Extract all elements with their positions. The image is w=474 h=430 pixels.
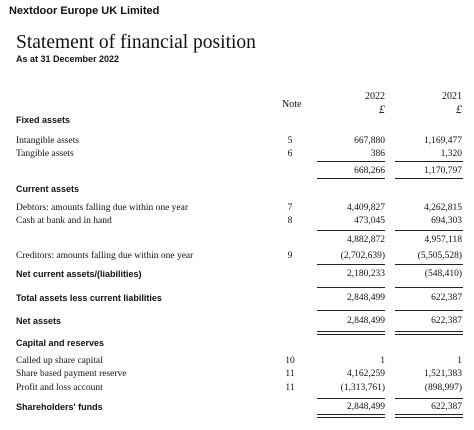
company-name: Nextdoor Europe UK Limited — [9, 5, 160, 17]
statement-date: As at 31 December 2022 — [16, 54, 120, 64]
value-2022: 2,848,499 — [347, 316, 385, 326]
line-item-label: Intangible assets — [16, 136, 80, 146]
note-ref: 11 — [285, 383, 295, 393]
value-2022: 386 — [370, 149, 385, 159]
table-row — [0, 316, 474, 329]
note-ref: 8 — [287, 216, 293, 226]
section-heading: Net assets — [16, 316, 62, 326]
section-heading: Total assets less current liabilities — [16, 293, 162, 303]
table-row — [0, 338, 474, 351]
table-row — [0, 203, 474, 216]
line-item-label: Tangible assets — [16, 149, 74, 159]
rule-current-21 — [395, 230, 463, 231]
section-heading: Fixed assets — [16, 115, 71, 125]
value-2021: 1,169,477 — [424, 136, 462, 146]
note-ref: 11 — [285, 369, 295, 379]
rule-fixed-total-21 — [395, 178, 463, 179]
table-row — [0, 383, 474, 396]
rule-subtotal-fixed-22 — [317, 161, 385, 162]
value-2022: 668,266 — [354, 166, 385, 176]
line-item-label: Cash at bank and in hand — [16, 216, 112, 226]
value-2021: 1 — [457, 356, 462, 366]
value-2022: 2,180,233 — [347, 269, 385, 279]
value-2021: 1,170,797 — [424, 166, 462, 176]
value-2021: (5,505,528) — [417, 251, 462, 261]
value-2021: 4,262,815 — [424, 203, 462, 213]
value-2022: 1 — [380, 356, 385, 366]
rule-reserves-22 — [317, 398, 385, 399]
table-row — [0, 136, 474, 149]
table-row — [0, 251, 474, 264]
rule-ncl-22 — [317, 287, 385, 288]
note-ref: 6 — [287, 149, 293, 159]
year-2021-label: 2021 — [442, 91, 462, 102]
rule-fixed-total-22 — [317, 178, 385, 179]
statement-title: Statement of financial position — [16, 32, 256, 53]
year-2022-header — [335, 91, 385, 115]
rule-talcl-21 — [395, 310, 463, 311]
note-ref: 10 — [285, 356, 295, 366]
table-row — [0, 356, 474, 369]
rule-creditors-22 — [317, 264, 385, 265]
line-item-label: Called up share capital — [16, 356, 103, 366]
value-2021: 1,521,383 — [424, 369, 462, 379]
rule-talcl-22 — [317, 310, 385, 311]
value-2022: (2,702,639) — [340, 251, 385, 261]
rule-current-22 — [317, 230, 385, 231]
value-2022: 4,409,827 — [347, 203, 385, 213]
value-2021: 4,957,118 — [424, 235, 462, 245]
value-2022: 2,848,499 — [347, 402, 385, 412]
value-2021: (548,410) — [424, 269, 462, 279]
currency-2021: £ — [456, 102, 462, 116]
note-ref: 5 — [287, 136, 293, 146]
line-item-label: Share based payment reserve — [16, 369, 127, 379]
rule-creditors-21 — [395, 264, 463, 265]
year-2021-header — [412, 91, 462, 115]
value-2021: 622,387 — [431, 293, 462, 303]
section-heading: Net current assets/(liabilities) — [16, 269, 142, 279]
value-2021: 694,303 — [431, 216, 462, 226]
table-row — [0, 293, 474, 306]
section-heading: Shareholders' funds — [16, 402, 103, 412]
section-heading: Capital and reserves — [16, 338, 105, 348]
note-column-header: Note — [282, 99, 302, 110]
value-2021: 622,387 — [431, 316, 462, 326]
value-2021: (898,997) — [424, 383, 462, 393]
note-ref: 9 — [287, 251, 293, 261]
value-2022: 4,162,259 — [347, 369, 385, 379]
table-row — [0, 269, 474, 282]
rule-reserves-21 — [395, 398, 463, 399]
line-item-label: Creditors: amounts falling due within one year — [16, 251, 194, 261]
rule-ncl-21 — [395, 287, 463, 288]
value-2022: 473,045 — [354, 216, 385, 226]
value-2021: 622,387 — [431, 402, 462, 412]
table-row — [0, 115, 474, 128]
value-2022: 4,882,872 — [347, 235, 385, 245]
rule-shf-21 — [395, 414, 463, 418]
section-heading: Current assets — [16, 184, 80, 194]
table-row — [0, 216, 474, 229]
line-item-label: Profit and loss account — [16, 383, 103, 393]
note-ref: 7 — [287, 203, 293, 213]
rule-shf-22 — [317, 414, 385, 418]
currency-2022: £ — [379, 102, 385, 116]
value-2022: (1,313,761) — [340, 383, 385, 393]
table-row — [0, 184, 474, 197]
line-item-label: Debtors: amounts falling due within one year — [16, 203, 189, 213]
rule-netassets-22 — [317, 331, 385, 335]
rule-subtotal-fixed-21 — [395, 161, 463, 162]
value-2022: 2,848,499 — [347, 293, 385, 303]
year-2022-label: 2022 — [365, 91, 385, 102]
table-row — [0, 369, 474, 382]
rule-netassets-21 — [395, 331, 463, 335]
value-2022: 667,880 — [354, 136, 385, 146]
value-2021: 1,320 — [440, 149, 462, 159]
table-row — [0, 235, 474, 248]
